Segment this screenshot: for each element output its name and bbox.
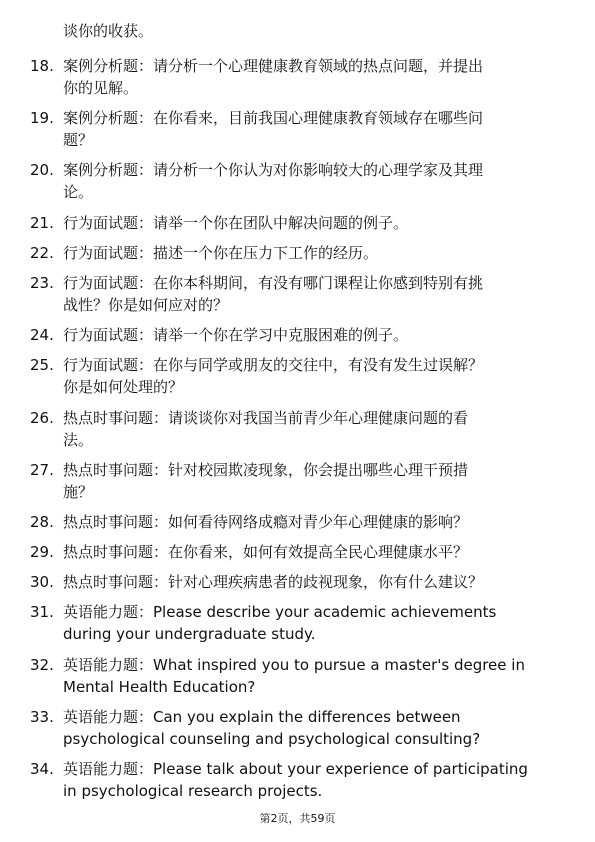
question-number: 19. [30,109,54,128]
question-text: 行为面试题：请举一个你在学习中克服困难的例子。 [63,326,409,345]
question-text: 英语能力题：Please talk about your experience of participating in psychological research projects. [63,760,528,800]
question-item [30,159,555,203]
question-number: 29. [30,543,54,562]
question-text: 热点时事问题：请谈谈你对我国当前青少年心理健康问题的看 法。 [63,408,469,449]
question-number: 20. [30,161,54,180]
question-item [30,511,555,533]
question-number: 32. [30,655,54,674]
question-item [30,324,555,346]
question-text: 热点时事问题：针对校园欺凌现象，你会提出哪些心理干预措 施？ [63,460,469,501]
question-item [30,758,555,802]
question-text: 英语能力题：Please describe your academic achievements during your undergraduate study. [63,603,497,644]
question-number: 33. [30,707,54,726]
question-item [30,212,555,234]
question-item [30,459,555,503]
question-number: 23. [30,273,54,292]
continuation-text: 谈你的收获。 [63,22,154,40]
question-item [30,272,555,316]
question-text: 行为面试题：在你本科期间，有没有哪门课程让你感到特别有挑 战性？你是如何应对的？ [63,273,484,314]
question-item [30,706,555,750]
question-text: 英语能力题：What inspired you to pursue a master's degree in Mental Health Education? [63,655,525,696]
question-text: 行为面试题：在你与同学或朋友的交往中，有没有发生过误解？ 你是如何处理的？ [63,356,484,397]
question-item [30,654,555,698]
question-number: 21. [30,213,54,232]
question-number: 22. [30,243,54,262]
page-footer: 第2页，共59页 [259,812,336,825]
question-text: 案例分析题：请分析一个心理健康教育领域的热点问题，并提出 你的见解。 [63,57,484,97]
question-number: 28. [30,512,54,531]
question-text: 热点时事问题：针对心理疾病患者的歧视现象，你有什么建议？ [63,573,484,592]
question-item [30,541,555,563]
question-item [30,601,555,645]
question-text: 案例分析题：请分析一个你认为对你影响较大的心理学家及其理 论。 [63,161,484,202]
question-number: 18. [30,57,54,75]
question-item [30,107,555,151]
question-number: 24. [30,326,54,345]
question-text: 热点时事问题：如何看待网络成瘾对青少年心理健康的影响？ [63,512,469,531]
question-list [30,55,555,810]
question-item [30,354,555,398]
question-item [30,55,555,99]
question-number: 25. [30,356,54,375]
question-number: 27. [30,460,54,479]
question-item [30,571,555,593]
question-text: 案例分析题：在你看来，目前我国心理健康教育领域存在哪些问 题？ [63,109,484,150]
question-item [30,242,555,264]
question-number: 30. [30,573,54,592]
question-number: 26. [30,408,54,427]
question-text: 英语能力题：Can you explain the differences between psychological counseling and psychological consulting? [63,707,481,748]
question-number: 34. [30,760,54,778]
question-number: 31. [30,603,54,622]
question-text: 热点时事问题：在你看来，如何有效提高全民心理健康水平？ [63,543,469,562]
question-item [30,407,555,451]
question-text: 行为面试题：描述一个你在压力下工作的经历。 [63,243,379,262]
question-text: 行为面试题：请举一个你在团队中解决问题的例子。 [63,213,409,232]
